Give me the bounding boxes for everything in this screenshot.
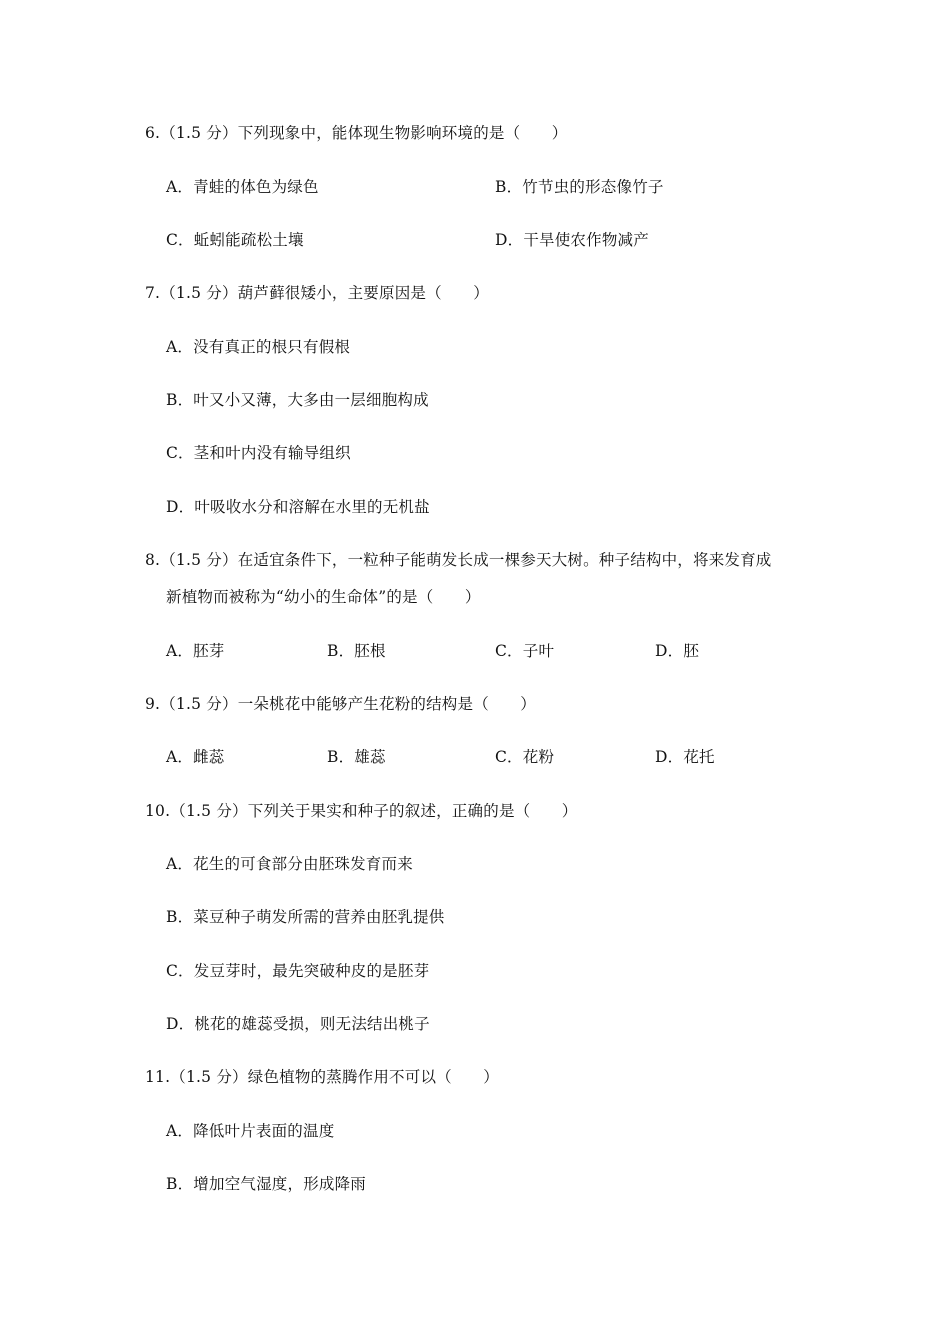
question-7-option-b[interactable]: B．叶又小又薄，大多由一层细胞构成 (166, 391, 429, 409)
question-7-stem: 7.（1.5 分）葫芦藓很矮小，主要原因是（ ） (145, 284, 489, 302)
question-9-stem: 9.（1.5 分）一朵桃花中能够产生花粉的结构是（ ） (145, 695, 536, 713)
question-9-option-d[interactable]: D．花托 (655, 748, 715, 766)
question-11-stem: 11.（1.5 分）绿色植物的蒸腾作用不可以（ ） (145, 1068, 499, 1086)
question-10-stem: 10.（1.5 分）下列关于果实和种子的叙述，正确的是（ ） (145, 802, 578, 820)
question-7-option-d[interactable]: D．叶吸收水分和溶解在水里的无机盐 (166, 498, 430, 516)
question-9-option-a[interactable]: A．雌蕊 (166, 748, 225, 766)
question-8-option-b[interactable]: B．胚根 (327, 642, 386, 660)
question-11-option-a[interactable]: A．降低叶片表面的温度 (166, 1122, 335, 1140)
question-10-option-c[interactable]: C．发豆芽时，最先突破种皮的是胚芽 (166, 962, 430, 980)
question-8-option-c[interactable]: C．子叶 (495, 642, 555, 660)
question-11-option-b[interactable]: B．增加空气湿度，形成降雨 (166, 1175, 366, 1193)
question-6-option-b[interactable]: B．竹节虫的形态像竹子 (495, 178, 664, 196)
question-6-option-c[interactable]: C．蚯蚓能疏松土壤 (166, 231, 304, 249)
question-8-stem-continued: 新植物而被称为“幼小的生命体”的是（ ） (166, 588, 481, 606)
question-9-option-c[interactable]: C．花粉 (495, 748, 555, 766)
question-8-option-a[interactable]: A．胚芽 (166, 642, 225, 660)
question-10-option-b[interactable]: B．菜豆种子萌发所需的营养由胚乳提供 (166, 908, 445, 926)
question-6-stem: 6.（1.5 分）下列现象中，能体现生物影响环境的是（ ） (145, 124, 568, 142)
question-10-option-d[interactable]: D．桃花的雄蕊受损，则无法结出桃子 (166, 1015, 430, 1033)
question-9-option-b[interactable]: B．雄蕊 (327, 748, 386, 766)
question-7-option-a[interactable]: A．没有真正的根只有假根 (166, 338, 351, 356)
question-8-stem: 8.（1.5 分）在适宜条件下，一粒种子能萌发长成一棵参天大树。种子结构中，将来发育成 (145, 551, 772, 569)
question-8-option-d[interactable]: D．胚 (655, 642, 700, 660)
question-10-option-a[interactable]: A．花生的可食部分由胚珠发育而来 (166, 855, 413, 873)
question-7-option-c[interactable]: C．茎和叶内没有输导组织 (166, 444, 351, 462)
question-6-option-a[interactable]: A．青蛙的体色为绿色 (166, 178, 319, 196)
question-6-option-d[interactable]: D．干旱使农作物减产 (495, 231, 649, 249)
